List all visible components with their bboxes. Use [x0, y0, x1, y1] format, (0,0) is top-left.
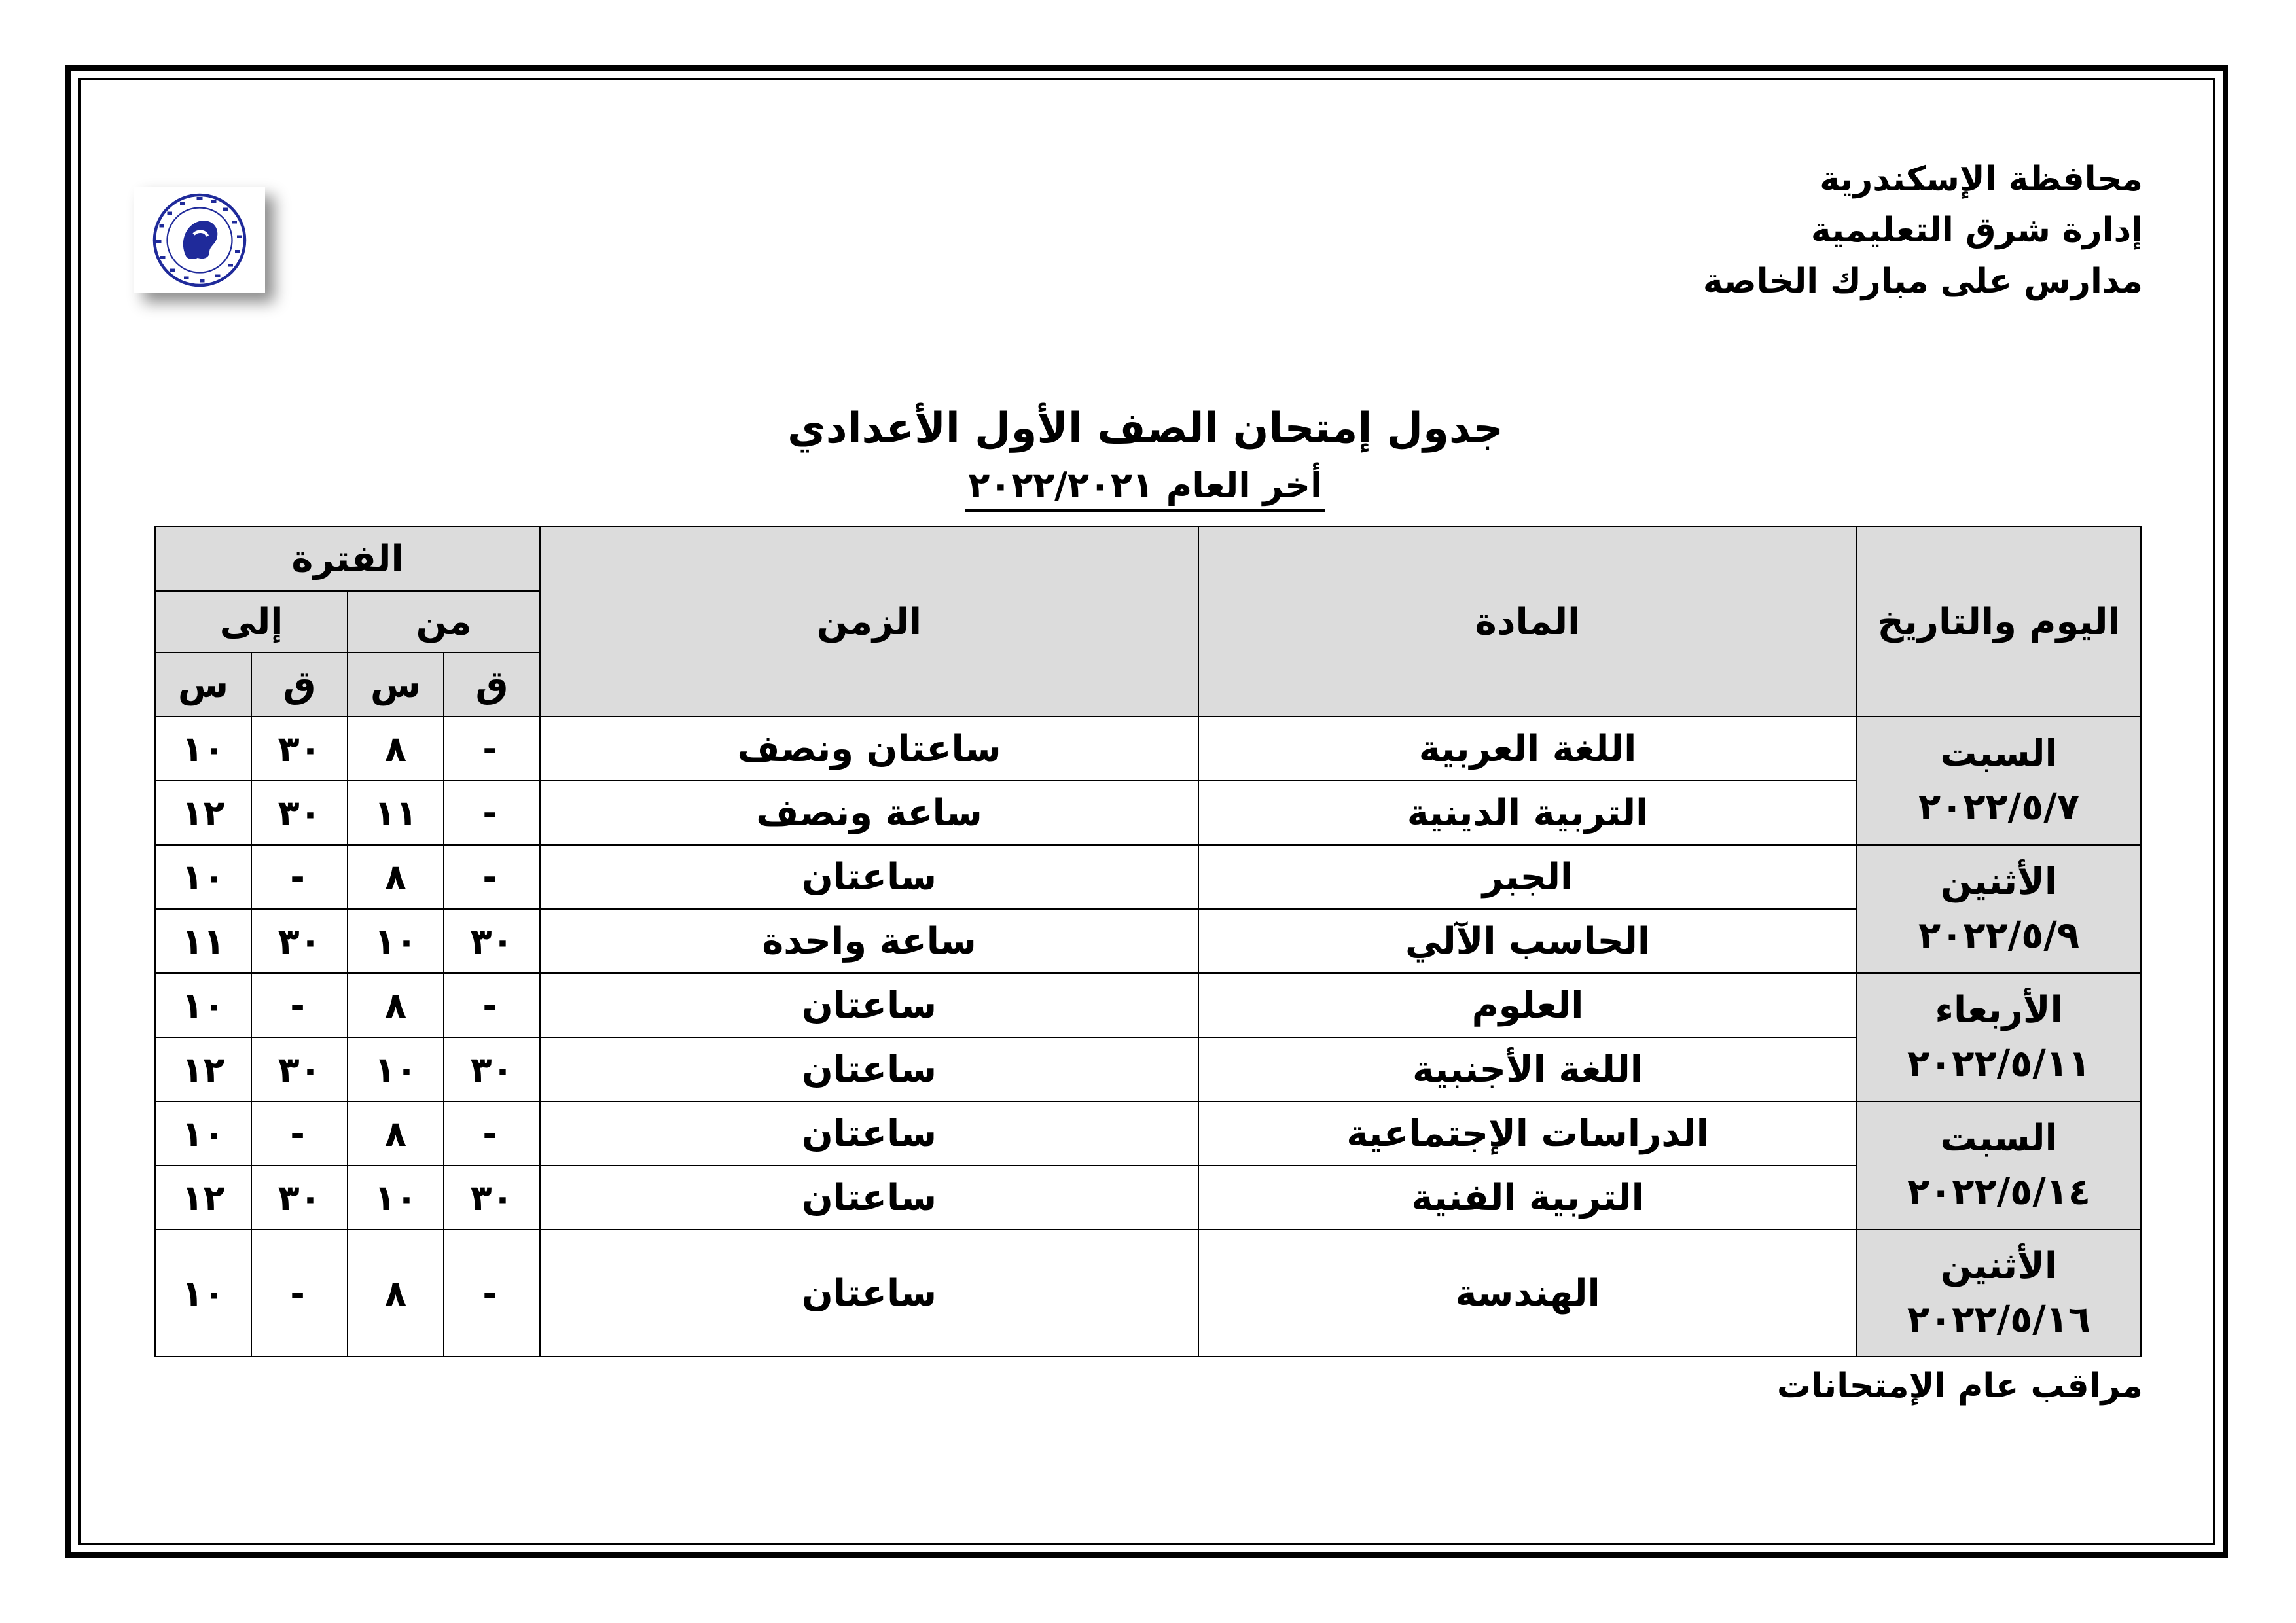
- header-day-date: اليوم والتاريخ: [1857, 527, 2141, 717]
- to-minute-cell: ٣٠: [251, 717, 348, 781]
- header-subject: المادة: [1198, 527, 1857, 717]
- from-minute-cell: -: [444, 717, 540, 781]
- to-minute-cell: -: [251, 1101, 348, 1166]
- document-subtitle: أخر العام ٢٠٢٢/٢٠٢١: [965, 462, 1325, 512]
- to-minute-cell: ٣٠: [251, 1037, 348, 1101]
- from-hour-cell: ١٠: [348, 1166, 444, 1230]
- from-minute-cell: -: [444, 845, 540, 909]
- subject-cell: الحاسب الآلي: [1198, 909, 1857, 973]
- table-row: [155, 973, 2141, 1037]
- school-line: مدارس على مبارك الخاصة: [1702, 262, 2143, 301]
- to-minute-cell: -: [251, 973, 348, 1037]
- exam-date: ٢٠٢٢/٥/١٤: [1907, 1171, 2091, 1213]
- duration-cell: ساعة ونصف: [540, 781, 1198, 845]
- header-period: الفترة: [155, 527, 540, 591]
- to-hour-cell: ١٠: [155, 973, 251, 1037]
- to-hour-cell: ١٠: [155, 1230, 251, 1357]
- header-duration: الزمن: [540, 527, 1198, 717]
- exam-date: ٢٠٢٢/٥/١٦: [1907, 1298, 2091, 1341]
- day-date-cell: [1857, 1101, 2141, 1230]
- day-date-cell: [1857, 717, 2141, 845]
- header-from-minute: ق: [444, 652, 540, 717]
- subject-cell: التربية الفنية: [1198, 1166, 1857, 1230]
- subject-cell: التربية الدينية: [1198, 781, 1857, 845]
- from-hour-cell: ٨: [348, 1230, 444, 1357]
- subject-cell: العلوم: [1198, 973, 1857, 1037]
- from-minute-cell: -: [444, 1101, 540, 1166]
- from-hour-cell: ٨: [348, 845, 444, 909]
- table-row: [155, 1230, 2141, 1357]
- document-title: جدول إمتحان الصف الأول الأعدادي: [787, 404, 1503, 453]
- governorate-line: محافظة الإسكندرية: [1820, 160, 2143, 199]
- header-from-hour: س: [348, 652, 444, 717]
- duration-cell: ساعتان: [540, 1166, 1198, 1230]
- from-minute-cell: ٣٠: [444, 1166, 540, 1230]
- duration-cell: ساعة واحدة: [540, 909, 1198, 973]
- exam-date: ٢٠٢٢/٥/١١: [1907, 1043, 2091, 1085]
- from-minute-cell: -: [444, 781, 540, 845]
- to-hour-cell: ١٢: [155, 1166, 251, 1230]
- subject-cell: الدراسات الإجتماعية: [1198, 1101, 1857, 1166]
- subject-cell: الجبر: [1198, 845, 1857, 909]
- duration-cell: ساعتان: [540, 1101, 1198, 1166]
- to-hour-cell: ١٢: [155, 1037, 251, 1101]
- from-minute-cell: ٣٠: [444, 909, 540, 973]
- table-row: [155, 1166, 2141, 1230]
- from-minute-cell: -: [444, 973, 540, 1037]
- from-hour-cell: ٨: [348, 973, 444, 1037]
- to-hour-cell: ١٠: [155, 845, 251, 909]
- to-hour-cell: ١٢: [155, 781, 251, 845]
- from-hour-cell: ١٠: [348, 1037, 444, 1101]
- header-from: من: [348, 591, 540, 652]
- table-row: [155, 717, 2141, 781]
- document-subtitle-wrap: [655, 462, 1636, 512]
- duration-cell: ساعتان: [540, 1037, 1198, 1101]
- from-hour-cell: ٨: [348, 717, 444, 781]
- header-to-minute: ق: [251, 652, 348, 717]
- exam-schedule-table: [154, 526, 2142, 1357]
- from-hour-cell: ٨: [348, 1101, 444, 1166]
- day-date-cell: [1857, 845, 2141, 973]
- duration-cell: ساعتان: [540, 973, 1198, 1037]
- to-minute-cell: ٣٠: [251, 1166, 348, 1230]
- day-name: الأثنين: [1941, 1245, 2058, 1287]
- day-name: الأربعاء: [1935, 989, 2063, 1031]
- to-hour-cell: ١١: [155, 909, 251, 973]
- from-hour-cell: ١٠: [348, 909, 444, 973]
- school-logo: [134, 187, 265, 293]
- table-row: [155, 845, 2141, 909]
- table-row: [155, 781, 2141, 845]
- to-minute-cell: -: [251, 845, 348, 909]
- header-to: إلى: [155, 591, 348, 652]
- subject-cell: اللغة العربية: [1198, 717, 1857, 781]
- day-name: الأثنين: [1941, 861, 2058, 903]
- duration-cell: ساعتان: [540, 845, 1198, 909]
- header-to-hour: س: [155, 652, 251, 717]
- subject-cell: الهندسة: [1198, 1230, 1857, 1357]
- exam-date: ٢٠٢٢/٥/٩: [1918, 914, 2080, 957]
- from-minute-cell: ٣٠: [444, 1037, 540, 1101]
- duration-cell: ساعتان ونصف: [540, 717, 1198, 781]
- day-name: السبت: [1940, 732, 2058, 775]
- subject-cell: اللغة الأجنبية: [1198, 1037, 1857, 1101]
- exam-date: ٢٠٢٢/٥/٧: [1918, 786, 2080, 829]
- to-minute-cell: ٣٠: [251, 781, 348, 845]
- day-name: السبت: [1940, 1117, 2058, 1160]
- to-minute-cell: ٣٠: [251, 909, 348, 973]
- administration-line: إدارة شرق التعليمية: [1810, 211, 2143, 250]
- to-hour-cell: ١٠: [155, 717, 251, 781]
- table-row: [155, 1101, 2141, 1166]
- letterhead: [1703, 154, 2143, 307]
- from-minute-cell: -: [444, 1230, 540, 1357]
- from-hour-cell: ١١: [348, 781, 444, 845]
- to-hour-cell: ١٠: [155, 1101, 251, 1166]
- table-row: [155, 909, 2141, 973]
- duration-cell: ساعتان: [540, 1230, 1198, 1357]
- to-minute-cell: -: [251, 1230, 348, 1357]
- day-date-cell: [1857, 973, 2141, 1101]
- table-row: [155, 1037, 2141, 1101]
- exam-supervisor-signature: مراقب عام الإمتحانات: [1776, 1366, 2143, 1406]
- header-row-1: [155, 527, 2141, 591]
- school-seal-icon: [151, 191, 249, 289]
- day-date-cell: [1857, 1230, 2141, 1357]
